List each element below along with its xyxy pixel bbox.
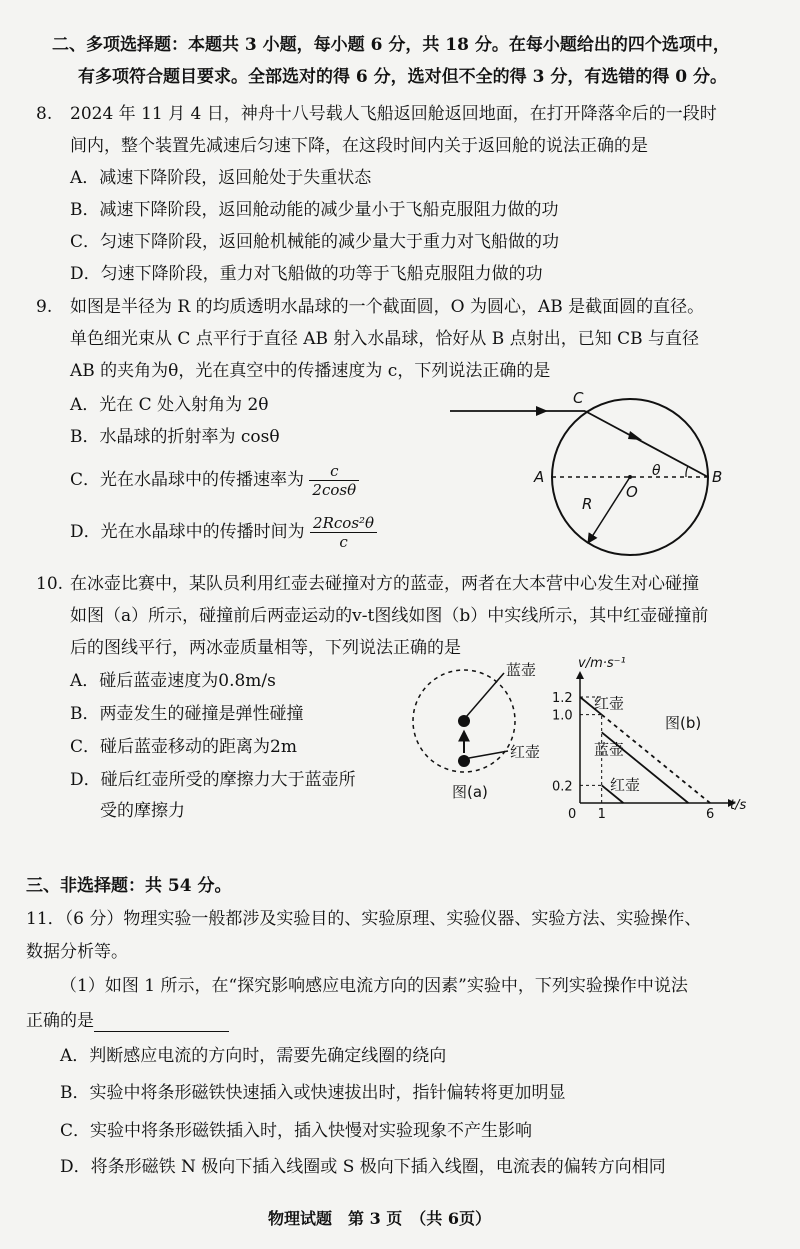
red-stone-pointer (469, 751, 508, 758)
page-footer: 物理试题 第 3 页 （共 6页） (268, 1209, 491, 1228)
x-tick-label: 6 (706, 807, 715, 820)
q9-stem-2: 单色细光束从 C 点平行于直径 AB 射入水晶球，恰好从 B 点射出，已知 CB 与直径 (70, 329, 699, 349)
angle-theta-arc (686, 466, 688, 477)
q10-option-b: B．两壶发生的碰撞是弹性碰撞 (70, 704, 304, 724)
q9-crystal-ball-diagram (440, 385, 740, 585)
q11-stem-2: 数据分析等。 (26, 942, 128, 962)
q9-option-c (70, 462, 359, 499)
q10-figure-a (400, 655, 560, 830)
q9-option-d-numerator: 2Rcos²θ (310, 514, 377, 533)
q11-option-c: C．实验中将条形磁铁插入时，插入快慢对实验现象不产生影响 (60, 1121, 533, 1141)
label-theta: θ (652, 463, 661, 479)
q9-option-c-fraction (309, 462, 359, 499)
q9-option-d-text: D．光在水晶球中的传播时间为 (70, 522, 305, 542)
q10-stem-1: 在冰壶比赛中，某队员利用红壶去碰撞对方的蓝壶，两者在大本营中心发生对心碰撞 (70, 574, 699, 594)
q11-option-a: A．判断感应电流的方向时，需要先确定线圈的绕向 (60, 1046, 447, 1066)
series-label-red-after: 红壶 (610, 775, 641, 794)
q11-stem-1: 11．（6 分）物理实验一般都涉及实验目的、实验原理、实验仪器、实验方法、实验操作、 (26, 909, 702, 929)
q8-option-a: A．减速下降阶段，返回舱处于失重状态 (70, 168, 372, 188)
y-axis-label: v/m·s⁻¹ (578, 656, 626, 671)
q9-option-c-denominator: 2cosθ (312, 481, 357, 499)
q11-option-d: D．将条形磁铁 N 极向下插入线圈或 S 极向下插入线圈，电流表的偏转方向相同 (60, 1157, 666, 1177)
q10-vt-chart (545, 655, 760, 820)
q9-stem-1: 如图是半径为 R 的均质透明水晶球的一个截面圆，O 为圆心，AB 是截面圆的直径。 (70, 297, 705, 317)
label-a: A (534, 468, 545, 486)
x-tick-label: 0 (568, 807, 577, 820)
q9-option-d-denominator: c (339, 533, 348, 551)
q10-number: 10. (36, 574, 64, 594)
q10-option-d-line1: D．碰后红壶所受的摩擦力大于蓝壶所 (70, 770, 356, 790)
q8-option-b: B．减速下降阶段，返回舱动能的减少量小于飞船克服阻力做的功 (70, 200, 559, 220)
q10-option-d-line2: 受的摩擦力 (100, 801, 185, 821)
label-c: C (573, 389, 584, 407)
series-label-red-before: 红壶 (594, 694, 625, 713)
q11-sub1-line1: （1）如图 1 所示，在“探究影响感应电流方向的因素”实验中，下列实验操作中说法 (60, 976, 688, 996)
q10-option-a: A．碰后蓝壶速度为0.8m/s (70, 671, 276, 691)
refracted-ray-arrow (628, 431, 642, 440)
series-label-blue: 蓝壶 (594, 740, 625, 759)
x-axis-label: t/s (730, 798, 747, 813)
q9-option-a: A．光在 C 处入射角为 2θ (70, 395, 269, 415)
y-tick-label: 1.0 (552, 708, 573, 724)
refracted-ray-cb (585, 411, 708, 477)
label-o: O (626, 483, 638, 501)
answer-blank[interactable] (94, 1013, 229, 1032)
q11-sub1-line2-text: 正确的是 (26, 1011, 94, 1031)
section3-title: 三、非选择题：共 54 分。 (26, 876, 232, 896)
q8-option-c: C．匀速下降阶段，返回舱机械能的减少量大于重力对飞船做的功 (70, 232, 560, 252)
q11-sub1-line2 (26, 1010, 229, 1032)
q9-option-d (70, 514, 377, 551)
label-b: B (712, 468, 723, 486)
section2-line2: 有多项符合题目要求。全部选对的得 6 分，选对但不全的得 3 分，有选错的得 0 分。 (78, 67, 727, 87)
q8-stem-1: 2024 年 11 月 4 日，神舟十八号载人飞船返回舱返回地面，在打开降落伞后的一段时 (70, 104, 717, 124)
x-tick-label: 1 (597, 807, 606, 820)
blue-stone (458, 715, 470, 727)
section2-line1: 二、多项选择题：本题共 3 小题，每小题 6 分，共 18 分。在每小题给出的四个选项中， (52, 35, 730, 55)
q10-option-c: C．碰后蓝壶移动的距离为2m (70, 737, 297, 757)
center-point-o (628, 475, 632, 479)
radius-arrow (588, 477, 630, 543)
q9-option-d-fraction (310, 514, 377, 551)
red-stone (458, 755, 470, 767)
q10-stem-3: 后的图线平行，两冰壶质量相等，下列说法正确的是 (70, 638, 461, 658)
q11-option-b: B．实验中将条形磁铁快速插入或快速拔出时，指针偏转将更加明显 (60, 1083, 566, 1103)
q10-stem-2: 如图（a）所示，碰撞前后两壶运动的v-t图线如图（b）中实线所示，其中红壶碰撞前 (70, 606, 709, 626)
q9-stem-3: AB 的夹角为θ，光在真空中的传播速度为 c，下列说法正确的是 (70, 361, 551, 381)
y-tick-label: 0.2 (552, 779, 573, 795)
red-stone-label: 红壶 (510, 743, 541, 761)
y-axis-arrow (576, 671, 584, 679)
q8-option-d: D．匀速下降阶段，重力对飞船做的功等于飞船克服阻力做的功 (70, 264, 543, 284)
q8-number: 8. (36, 104, 53, 124)
q9-option-c-text: C．光在水晶球中的传播速率为 (70, 470, 305, 490)
q9-option-c-numerator: c (309, 462, 359, 481)
label-r: R (582, 495, 593, 513)
blue-stone-label: 蓝壶 (506, 661, 537, 679)
figure-a-caption: 图(a) (452, 783, 488, 801)
y-tick-label: 1.2 (552, 691, 573, 706)
q9-number: 9. (36, 297, 53, 317)
figure-b-caption: 图(b) (665, 713, 702, 732)
q9-option-b: B．水晶球的折射率为 cosθ (70, 427, 280, 447)
q8-stem-2: 间内，整个装置先减速后匀速下降，在这段时间内关于返回舱的说法正确的是 (70, 136, 648, 156)
blue-stone-pointer (466, 673, 504, 717)
